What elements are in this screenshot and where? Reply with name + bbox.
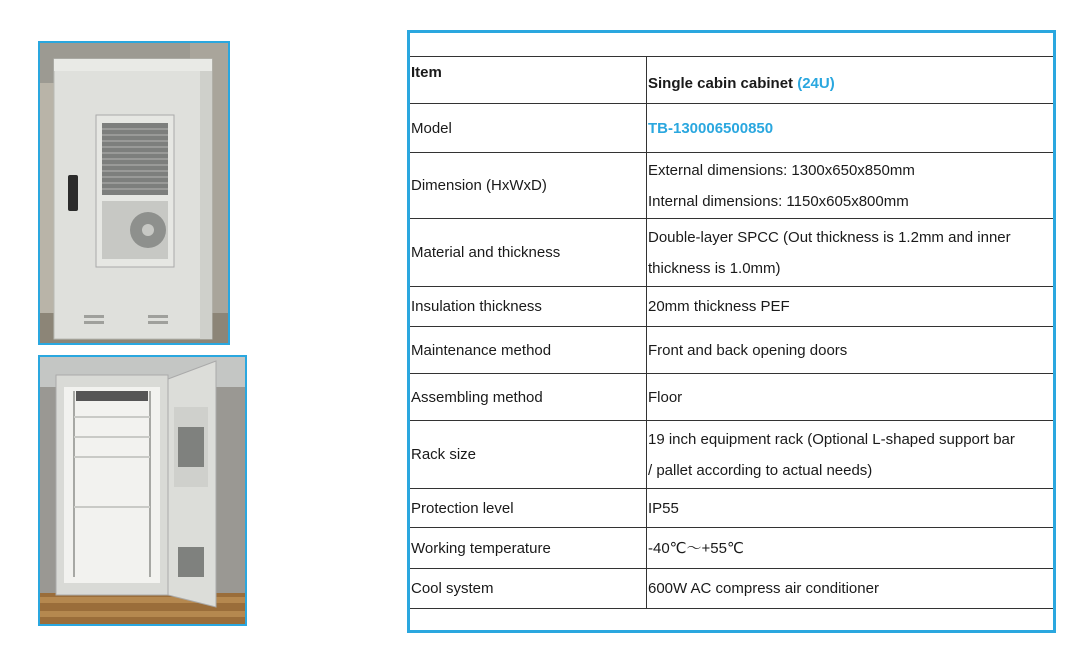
row-value-line: 19 inch equipment rack (Optional L-shaped support bar bbox=[648, 430, 1015, 448]
row-value-line: IP55 bbox=[648, 499, 679, 517]
row-value-line: / pallet according to actual needs) bbox=[648, 461, 873, 479]
row-label: Cool system bbox=[411, 569, 647, 608]
row-label: Rack size bbox=[411, 421, 647, 488]
table-header-row bbox=[410, 57, 1053, 104]
table-row bbox=[410, 528, 1053, 569]
cabinet-closed-photo bbox=[38, 41, 230, 345]
row-value-line: thickness is 1.0mm) bbox=[648, 259, 781, 277]
row-label: Insulation thickness bbox=[411, 287, 647, 326]
model-number: TB-130006500850 bbox=[648, 119, 774, 137]
row-value-line: Internal dimensions: 1150x605x800mm bbox=[648, 192, 909, 210]
row-label: Dimension (HxWxD) bbox=[411, 153, 647, 218]
table-top-band bbox=[410, 33, 1053, 57]
table-row bbox=[410, 374, 1053, 421]
table-row bbox=[410, 327, 1053, 374]
table-row-model bbox=[410, 104, 1053, 153]
spec-table bbox=[407, 30, 1056, 633]
table-row bbox=[410, 421, 1053, 489]
row-label: Assembling method bbox=[411, 374, 647, 420]
row-label: Maintenance method bbox=[411, 327, 647, 373]
row-value-line: Front and back opening doors bbox=[648, 341, 848, 359]
row-label-model: Model bbox=[411, 104, 647, 152]
header-label: Item bbox=[411, 57, 647, 103]
header-value bbox=[648, 68, 1049, 99]
cabinet-closed-illustration bbox=[40, 43, 228, 343]
header-capacity-badge: (24U) bbox=[797, 75, 835, 92]
row-value-line: External dimensions: 1300x650x850mm bbox=[648, 161, 915, 179]
row-value-line: 20mm thickness PEF bbox=[648, 298, 790, 315]
table-row bbox=[410, 489, 1053, 528]
row-value-line: Double-layer SPCC (Out thickness is 1.2mm and inner bbox=[648, 228, 1011, 246]
table-row bbox=[410, 569, 1053, 609]
row-value-line: 600W AC compress air conditioner bbox=[648, 580, 879, 597]
row-label: Material and thickness bbox=[411, 219, 647, 286]
row-value-line: Floor bbox=[648, 388, 683, 406]
cabinet-open-illustration bbox=[40, 357, 245, 624]
cabinet-open-photo bbox=[38, 355, 247, 626]
row-label: Protection level bbox=[411, 489, 647, 527]
table-row bbox=[410, 287, 1053, 327]
row-label: Working temperature bbox=[411, 528, 647, 568]
table-row bbox=[410, 153, 1053, 219]
table-row bbox=[410, 219, 1053, 287]
row-value-line: -40℃～+55℃ bbox=[648, 539, 744, 557]
header-value-text: Single cabin cabinet bbox=[648, 75, 798, 92]
